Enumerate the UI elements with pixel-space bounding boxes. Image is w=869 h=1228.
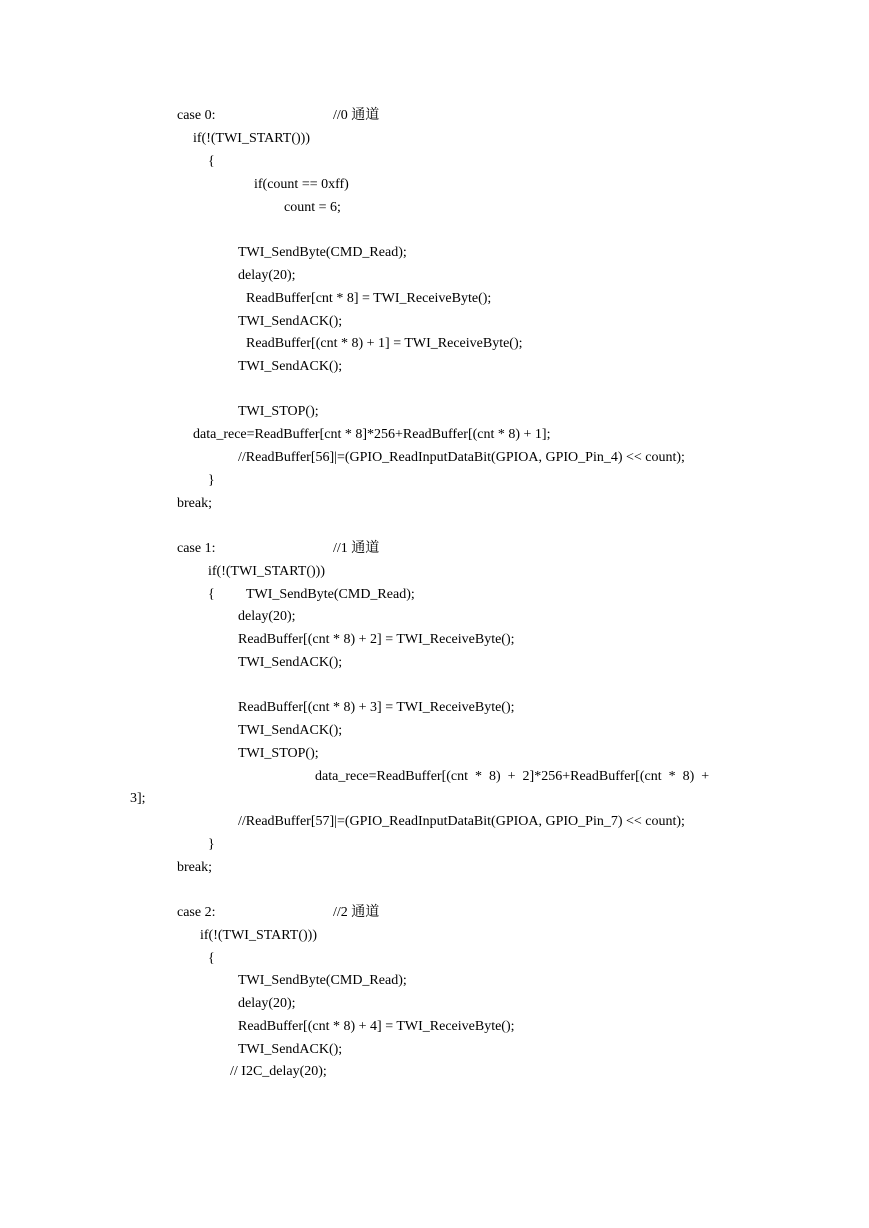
code-line: TWI_SendACK(); <box>238 359 343 374</box>
code-line: } <box>208 837 215 852</box>
code-line: ReadBuffer[(cnt * 8) + 3] = TWI_ReceiveByte(); <box>238 700 515 715</box>
code-line: TWI_SendACK(); <box>238 314 343 329</box>
code-line: break; <box>177 496 212 511</box>
code-comment: //2 通道 <box>333 905 380 920</box>
code-comment: //ReadBuffer[57]|=(GPIO_ReadInputDataBit(GPIOA, GPIO_Pin_7) << count); <box>238 814 685 829</box>
code-line: 3]; <box>130 791 146 806</box>
code-comment: //1 通道 <box>333 541 380 556</box>
code-line: TWI_STOP(); <box>238 746 319 761</box>
code-line: if(!(TWI_START())) <box>208 564 325 579</box>
code-line: TWI_STOP(); <box>238 404 319 419</box>
code-line: ReadBuffer[(cnt * 8) + 4] = TWI_ReceiveByte(); <box>238 1019 515 1034</box>
code-line: delay(20); <box>238 609 296 624</box>
code-line: { <box>208 951 215 966</box>
code-line: case 2: <box>177 905 216 920</box>
code-line: ReadBuffer[(cnt * 8) + 2] = TWI_ReceiveByte(); <box>238 632 515 647</box>
code-line: case 0: <box>177 108 216 123</box>
code-line: } <box>208 473 215 488</box>
code-line: count = 6; <box>284 200 341 215</box>
code-line: TWI_SendACK(); <box>238 723 343 738</box>
code-line: ReadBuffer[cnt * 8] = TWI_ReceiveByte(); <box>246 291 492 306</box>
code-line: break; <box>177 860 212 875</box>
code-line: case 1: <box>177 541 216 556</box>
code-line: data_rece=ReadBuffer[cnt * 8]*256+ReadBuffer[(cnt * 8) + 1]; <box>193 427 551 442</box>
code-comment: //0 通道 <box>333 108 380 123</box>
code-line: TWI_SendByte(CMD_Read); <box>246 587 415 602</box>
code-line: TWI_SendByte(CMD_Read); <box>238 973 407 988</box>
code-line: TWI_SendByte(CMD_Read); <box>238 245 407 260</box>
code-line: { <box>208 587 215 602</box>
code-comment: // I2C_delay(20); <box>230 1064 327 1079</box>
code-comment: //ReadBuffer[56]|=(GPIO_ReadInputDataBit(GPIOA, GPIO_Pin_4) << count); <box>238 450 685 465</box>
code-line: if(count == 0xff) <box>254 177 349 192</box>
code-line: if(!(TWI_START())) <box>193 131 310 146</box>
code-line: if(!(TWI_START())) <box>200 928 317 943</box>
code-line: data_rece=ReadBuffer[(cnt * 8) + 2]*256+ReadBuffer[(cnt * 8) + <box>315 769 710 784</box>
code-line: delay(20); <box>238 268 296 283</box>
code-line: TWI_SendACK(); <box>238 1042 343 1057</box>
code-line: TWI_SendACK(); <box>238 655 343 670</box>
code-line: delay(20); <box>238 996 296 1011</box>
code-line: { <box>208 154 215 169</box>
code-line: ReadBuffer[(cnt * 8) + 1] = TWI_ReceiveByte(); <box>246 336 523 351</box>
